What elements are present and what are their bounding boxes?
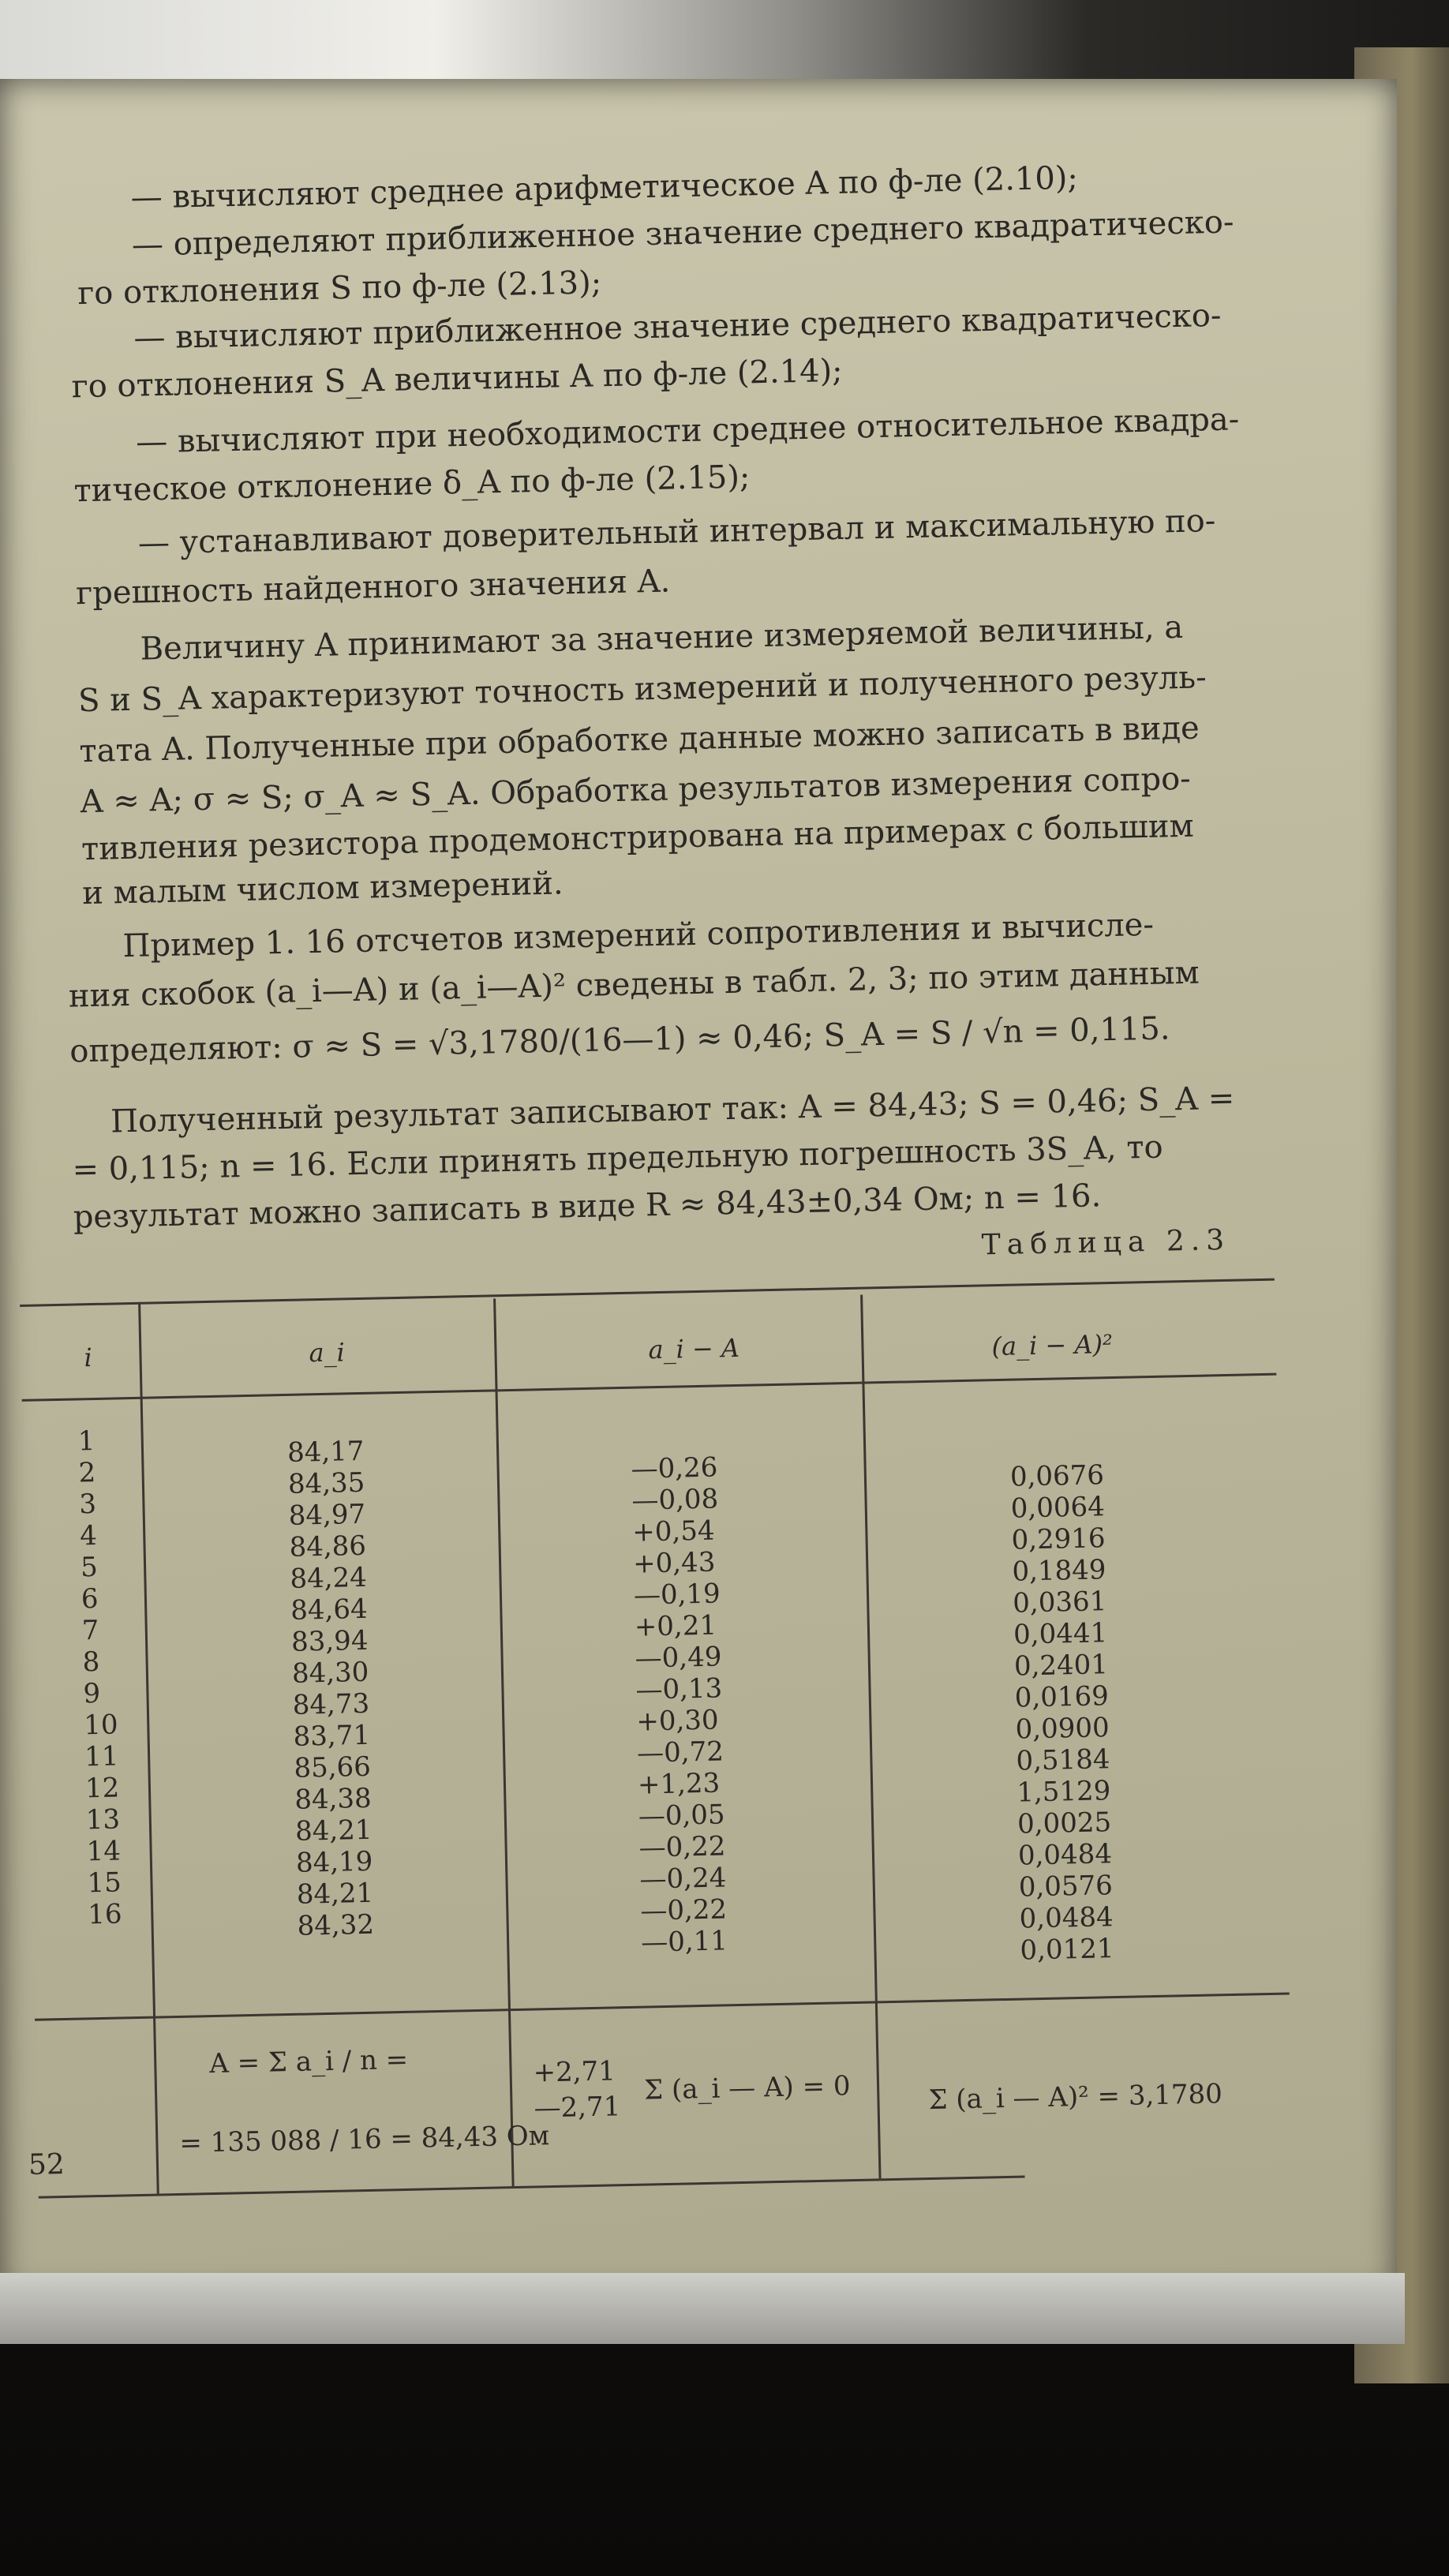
table-cell-dev: —0,49 xyxy=(635,1641,722,1675)
table-cell-a: 84,32 xyxy=(297,1908,375,1942)
table-cell-dev: —0,13 xyxy=(635,1672,723,1706)
table-cell-dev: —0,72 xyxy=(636,1735,724,1769)
table-cell-sq: 0,0121 xyxy=(1020,1933,1114,1967)
text-line: S и S_A характеризуют точность измерений и полученного резуль- xyxy=(77,659,1208,720)
table-cell-a: 84,86 xyxy=(289,1530,367,1563)
table-caption: Таблица 2.3 xyxy=(981,1223,1231,1262)
text-line: тическое отклонение δ_A по ф-ле (2.15); xyxy=(73,459,751,510)
text-line: — устанавливают доверительный интервал и максимальную по- xyxy=(137,503,1216,562)
text-line: тивления резистора продемонстрирована на примерах с большим xyxy=(80,807,1195,868)
table-cell-sq: 0,2916 xyxy=(1011,1522,1106,1556)
table-cell-sq: 0,0900 xyxy=(1015,1712,1110,1746)
table-cell-i: 12 xyxy=(84,1772,120,1805)
table-rule-footer xyxy=(35,1992,1290,2020)
text-line: — определяют приближенное значение среднего квадратическо- xyxy=(131,204,1234,264)
table-cell-a: 83,94 xyxy=(290,1624,369,1658)
text-line: — вычисляют среднее арифметическое A по ф-ле (2.10); xyxy=(130,159,1079,216)
table-cell-sq: 0,2401 xyxy=(1013,1649,1109,1683)
table-cell-a: 84,38 xyxy=(294,1782,373,1816)
table-cell-sq: 1,5129 xyxy=(1016,1775,1111,1809)
table-cell-a: 84,21 xyxy=(294,1814,373,1848)
table-cell-dev: +0,43 xyxy=(632,1546,716,1580)
deviation-positive-sum: +2,71 xyxy=(533,2055,616,2089)
example-line: Пример 1. 16 отсчетов измерений сопротивления и вычисле- xyxy=(122,906,1155,965)
table-cell-a: 84,24 xyxy=(290,1561,368,1595)
page-content xyxy=(0,65,1421,2311)
table-rule-top xyxy=(20,1279,1275,1307)
table-cell-a: 84,21 xyxy=(296,1877,374,1911)
table-cell-dev: —0,22 xyxy=(638,1830,726,1864)
table-cell-sq: 0,0484 xyxy=(1019,1901,1114,1935)
table-cell-i: 3 xyxy=(79,1488,97,1521)
table-cell-i: 14 xyxy=(86,1835,122,1868)
table-cell-dev: —0,22 xyxy=(639,1893,728,1927)
table-column-divider xyxy=(493,1298,515,2186)
table-cell-dev: —0,24 xyxy=(639,1862,727,1896)
table-rule-bottom xyxy=(39,2176,1025,2199)
page-number: 52 xyxy=(28,2148,66,2181)
table-cell-a: 84,19 xyxy=(295,1845,373,1879)
table-cell-a: 84,64 xyxy=(290,1593,369,1627)
table-cell-sq: 0,0676 xyxy=(1009,1459,1105,1493)
table-cell-dev: +0,54 xyxy=(631,1515,715,1548)
table-column-divider xyxy=(860,1295,881,2179)
table-cell-i: 5 xyxy=(80,1551,99,1584)
squares-total: Σ (a_i — A)² = 3,1780 xyxy=(928,2078,1223,2117)
table-cell-a: 85,66 xyxy=(294,1750,372,1784)
text-line: A ≈ A; σ ≈ S; σ_A ≈ S_A. Обработка результатов измерения сопро- xyxy=(80,760,1192,821)
example-line: результат можно записать в виде R ≈ 84,43±0,34 Ом; n = 16. xyxy=(73,1178,1102,1236)
column-sq xyxy=(1010,1459,1114,1966)
text-line: тата A. Полученные при обработке данные можно записать в виде xyxy=(78,710,1200,770)
table-cell-a: 84,17 xyxy=(286,1435,365,1469)
text-line: Величину A принимают за значение измеряемой величины, а xyxy=(140,608,1184,668)
example-line: = 0,115; n = 16. Если принять предельную погрешность 3S_A, то xyxy=(72,1129,1163,1189)
column-dev xyxy=(631,1451,728,1958)
text-line: — вычисляют при необходимости среднее относительное квадра- xyxy=(135,401,1240,461)
header-a: a_i xyxy=(309,1337,346,1368)
table-cell-i: 6 xyxy=(80,1582,99,1616)
table-cell-i: 1 xyxy=(77,1425,95,1458)
table-cell-sq: 0,0484 xyxy=(1017,1838,1113,1872)
table-cell-dev: —0,08 xyxy=(631,1483,719,1517)
table-cell-sq: 0,0064 xyxy=(1010,1491,1106,1525)
table-rule-header xyxy=(22,1373,1277,1402)
book-page xyxy=(0,79,1397,2297)
table-cell-i: 4 xyxy=(79,1519,98,1552)
table-cell-dev: +0,30 xyxy=(635,1704,719,1738)
column-a xyxy=(287,1436,375,1942)
header-dev: a_i − A xyxy=(648,1332,740,1365)
text-line: — вычисляют приближенное значение среднего квадратическо- xyxy=(133,297,1222,357)
mean-result: = 135 088 / 16 = 84,43 Ом xyxy=(178,2120,550,2159)
table-cell-a: 84,30 xyxy=(291,1656,369,1690)
example-line: определяют: σ ≈ S = √3,1780/(16—1) ≈ 0,46; S_A = S / √n = 0,115. xyxy=(69,1010,1170,1070)
table-cell-sq: 0,5184 xyxy=(1016,1743,1110,1777)
deviation-negative-sum: —2,71 xyxy=(534,2091,621,2125)
text-line: го отклонения S по ф-ле (2.13); xyxy=(77,264,602,313)
mean-formula: A = Σ a_i / n = xyxy=(208,2043,409,2080)
table-cell-i: 2 xyxy=(78,1456,96,1489)
table-cell-sq: 0,0576 xyxy=(1018,1870,1114,1904)
table-cell-i: 11 xyxy=(84,1740,119,1773)
table-cell-i: 7 xyxy=(81,1614,99,1647)
table-cell-dev: —0,05 xyxy=(638,1799,725,1833)
table-cell-i: 8 xyxy=(82,1646,100,1679)
table-cell-sq: 0,1849 xyxy=(1012,1554,1106,1588)
table-cell-sq: 0,0361 xyxy=(1012,1586,1107,1619)
table-cell-a: 84,97 xyxy=(288,1498,366,1532)
text-line: го отклонения S_A величины A по ф-ле (2.14); xyxy=(71,352,844,406)
table-cell-dev: —0,26 xyxy=(631,1451,718,1485)
table-cell-dev: —0,11 xyxy=(640,1925,728,1959)
table-cell-i: 10 xyxy=(83,1709,118,1742)
table-cell-a: 84,35 xyxy=(287,1466,365,1500)
column-i xyxy=(77,1425,122,1931)
header-i: i xyxy=(84,1342,93,1373)
table-cell-dev: +1,23 xyxy=(637,1767,721,1801)
table-cell-i: 9 xyxy=(83,1677,101,1710)
table-cell-sq: 0,0441 xyxy=(1013,1617,1108,1651)
table-cell-i: 15 xyxy=(87,1866,122,1900)
table-cell-sq: 0,0025 xyxy=(1017,1807,1112,1840)
example-line: ния скобок (a_i—A) и (a_i—A)² сведены в табл. 2, 3; по этим данным xyxy=(68,954,1200,1015)
table-cell-a: 84,73 xyxy=(292,1687,370,1721)
table-column-divider xyxy=(138,1302,159,2194)
table-cell-dev: +0,21 xyxy=(634,1609,717,1643)
table-cell-dev: —0,19 xyxy=(633,1578,721,1612)
table-cell-i: 16 xyxy=(87,1898,123,1931)
table-cell-sq: 0,0169 xyxy=(1014,1680,1110,1714)
text-line: грешность найденного значения A. xyxy=(75,563,671,612)
deviation-total: Σ (a_i — A) = 0 xyxy=(643,2070,851,2106)
page-edge-bottom xyxy=(0,2273,1405,2344)
text-line: и малым числом измерений. xyxy=(81,865,564,912)
table-cell-a: 83,71 xyxy=(293,1719,371,1753)
header-sq: (a_i − A)² xyxy=(991,1328,1114,1362)
table-cell-i: 13 xyxy=(85,1803,121,1837)
example-line: Полученный результат записывают так: A = 84,43; S = 0,46; S_A = xyxy=(110,1080,1235,1140)
